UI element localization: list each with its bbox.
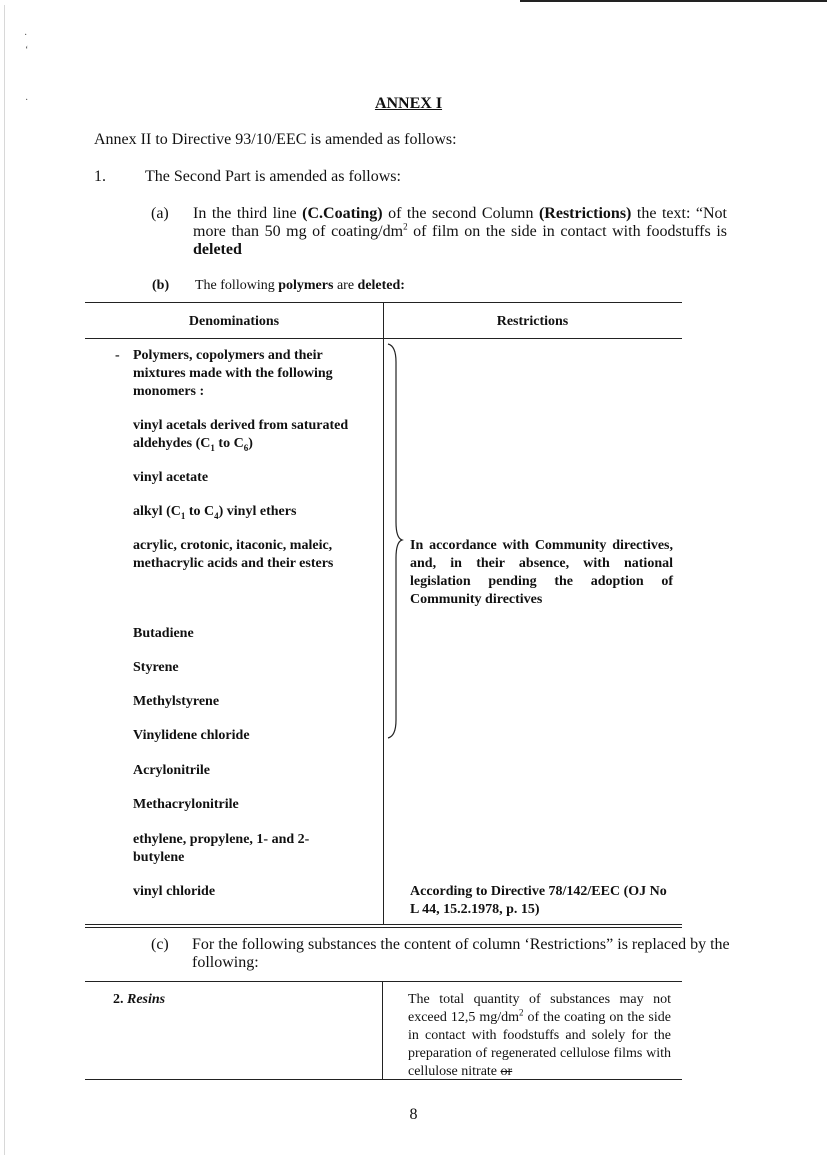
margin-speck: · — [24, 30, 28, 41]
item-c-label: (c) — [151, 936, 169, 953]
item-c-text: For the following substances the content of column ‘Restrictions” is replaced by the following: — [192, 936, 730, 971]
monomer-vinyl-acetate: vinyl acetate — [133, 470, 209, 485]
list-bullet: - — [115, 348, 120, 363]
item-b-label: (b) — [152, 278, 170, 293]
left-margin-shadow — [4, 5, 5, 1155]
monomer-acrylonitrile: Acrylonitrile — [133, 763, 210, 778]
item-a-text: In the third line (C.Coating) of the second Column (Restrictions) the text: “Not more than 50 mg of coating/$dm^2$ of film on the side in contact with foodstuffs is deleted — [193, 205, 727, 258]
monomer-methylstyrene: Methylstyrene — [133, 694, 220, 709]
resins-entry: 2. Resins — [113, 992, 166, 1007]
page-number: 8 — [409, 1106, 418, 1123]
monomer-vinylidene-chloride: Vinylidene chloride — [133, 728, 250, 743]
monomer-methacrylonitrile: Methacrylonitrile — [133, 797, 239, 812]
item1-number: 1. — [94, 168, 106, 185]
table1-column-divider — [383, 302, 384, 924]
monomer-butadiene: Butadiene — [133, 626, 194, 641]
restriction-directive-78-142: According to Directive 78/142/EEC (OJ No L 44, 15.2.1978, p. 15) — [410, 884, 667, 917]
item-a-label: (a) — [151, 205, 169, 222]
resins-restriction: The total quantity of substances may not exceed 12,5 $mg/dm^2$ of the coating on the side in contact with foodstuffs and solely for the preparation of regenerated cellulose films with cellulose nitrate or — [408, 992, 671, 1079]
header-restrictions: Restrictions — [496, 314, 569, 329]
monomer-acrylic-acids: acrylic, crotonic, itaconic, maleic, methacrylic acids and their esters — [133, 538, 334, 571]
top-edge-rule — [520, 0, 827, 2]
item-b-text: The following polymers are deleted: — [195, 278, 405, 293]
margin-speck: · — [25, 95, 29, 106]
margin-speck: ‘ — [25, 45, 29, 56]
intro-text: Annex II to Directive 93/10/EEC is amended as follows: — [94, 131, 457, 148]
item1-text: The Second Part is amended as follows: — [145, 168, 401, 185]
table1-bottom-rule-double — [85, 927, 682, 928]
monomer-vinyl-chloride: vinyl chloride — [133, 884, 216, 899]
monomer-alkyl-vinyl-ethers: alkyl ($C_1$ to $C_4$) vinyl ethers — [133, 504, 297, 521]
restriction-community-directives: In accordance with Community directives, and, in their absence, with national legislation pending the adoption of Community directives — [410, 538, 673, 607]
annex-title: ANNEX I — [374, 95, 443, 112]
polymers-intro: Polymers, copolymers and their mixtures made with the following monomers : — [133, 348, 333, 399]
table1-bottom-rule — [85, 924, 682, 925]
monomer-styrene: Styrene — [133, 660, 179, 675]
monomer-vinyl-acetals: vinyl acetals derived from saturated aldehydes ($C_1$ to $C_6$) — [133, 418, 349, 453]
header-denominations: Denominations — [188, 314, 280, 329]
table2-top-rule — [85, 981, 682, 982]
grouping-brace — [386, 342, 406, 740]
table2-column-divider — [382, 981, 383, 1079]
monomer-ethylene-butylene: ethylene, propylene, 1- and 2- butylene — [133, 832, 310, 865]
